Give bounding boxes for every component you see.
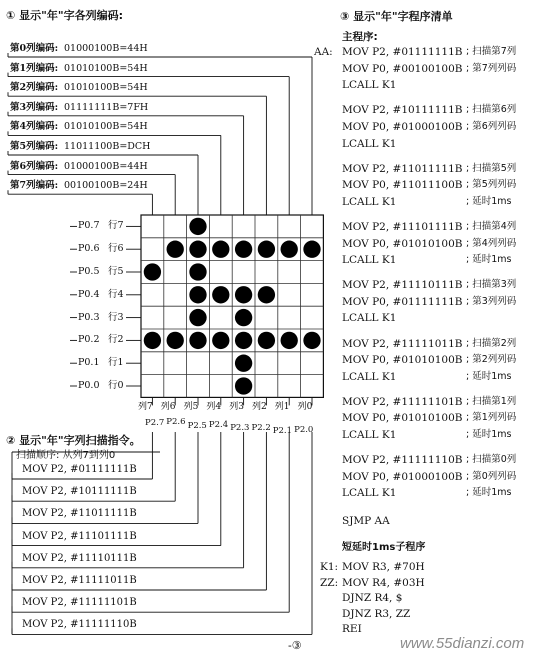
led-dot [167, 332, 184, 349]
program-line: MOV P0, #11011100B [342, 179, 463, 192]
column-label: 列1 [274, 402, 290, 412]
main-program-title: 主程序: [342, 31, 378, 43]
led-dot [303, 241, 320, 258]
program-comment: ; 延时1ms [466, 487, 512, 499]
column-code-label: 第4列编码: [10, 121, 59, 133]
program-line: MOV P0, #01111111B [342, 295, 463, 308]
program-line: MOV P2, #10111111B [342, 104, 463, 117]
scan-instruction: MOV P2, #01111111B [22, 464, 137, 475]
subroutine-line: DJNZ R4, $ [342, 592, 403, 604]
program-line: MOV P2, #11111110B [342, 454, 463, 467]
subroutine-line: MOV R4, #03H [342, 576, 425, 589]
program-line: MOV P0, #01010100B [342, 354, 463, 367]
subroutine-line: REI [342, 623, 362, 635]
section1-title: ① 显示"年"字各列编码: [6, 9, 124, 22]
row-label: 行6 [108, 243, 124, 255]
subroutine-label: K1: [320, 561, 339, 573]
program-line: MOV P2, #11110111B [342, 279, 463, 292]
subroutine-line: DJNZ R3, ZZ [342, 607, 411, 620]
led-dot [144, 332, 161, 349]
row-label: 行5 [108, 266, 124, 277]
led-dot [235, 377, 252, 394]
program-comment: ; 第6列列码 [466, 120, 517, 132]
program-line: MOV P2, #11111011B [342, 337, 463, 350]
column-code-label: 第7列编码: [10, 180, 59, 192]
row-port-label: P0.1 [78, 357, 100, 369]
program-line: MOV P0, #01000100B [342, 470, 463, 483]
led-dot [189, 218, 206, 235]
section2-subtitle: 扫描顺序: 从列7到列0 [16, 450, 116, 461]
program-comment: ; 扫描第3列 [466, 279, 517, 291]
program-comment: ; 延时1ms [466, 370, 512, 382]
program-comment: ; 第7列列码 [466, 62, 517, 74]
p2-pin-label: P2.7 [145, 418, 165, 428]
program-comment: ; 第5列列码 [466, 179, 517, 191]
column-label: 列6 [160, 402, 176, 412]
column-code-label: 第1列编码: [10, 62, 59, 74]
led-dot [258, 286, 275, 303]
column-code-label: 第6列编码: [10, 160, 59, 172]
program-line: MOV P0, #01000100B [342, 120, 463, 133]
led-dot [258, 241, 275, 258]
column-code-value: 01010100B=54H [64, 82, 148, 94]
row-port-label: P0.3 [78, 311, 100, 323]
led-dot [189, 286, 206, 303]
program-comment: ; 第0列列码 [466, 470, 517, 482]
led-dot [212, 332, 229, 349]
column-label: 列5 [183, 402, 199, 412]
led-dot [281, 241, 298, 258]
row-label: 行1 [108, 357, 124, 369]
program-comment: ; 第1列列码 [466, 412, 517, 424]
section2-title: ② 显示"年"字列扫描指令。 [6, 434, 141, 447]
led-dot [189, 332, 206, 349]
program-line: LCALL K1 [342, 370, 397, 383]
led-dot [212, 241, 229, 258]
program-line: LCALL K1 [342, 429, 397, 441]
program-line: MOV P2, #01111111B [342, 46, 463, 58]
column-code-label: 第2列编码: [10, 82, 59, 94]
led-dot [235, 286, 252, 303]
row-label: 行0 [108, 380, 124, 391]
row-port-label: P0.0 [78, 380, 100, 391]
subroutine-label: ZZ: [320, 576, 339, 589]
column-code-value: 01000100B=44H [64, 160, 148, 172]
p2-pin-label: P2.4 [208, 419, 229, 430]
program-comment: ; 扫描第4列 [466, 220, 517, 232]
column-code-label: 第3列编码: [10, 101, 59, 113]
program-line: LCALL K1 [342, 487, 397, 500]
p2-pin-label: P2.1 [272, 425, 293, 436]
p2-pin-label: P2.2 [251, 422, 271, 433]
program-line: MOV P2, #11101111B [342, 220, 463, 233]
program-comment: ; 第2列列码 [466, 354, 517, 366]
column-label: 列7 [138, 402, 153, 412]
led-dot [189, 241, 206, 258]
led-dot [167, 241, 184, 258]
subroutine-title: 短延时1ms子程序 [342, 542, 426, 553]
column-code-label: 第0列编码: [10, 43, 59, 54]
program-comment: ; 延时1ms [466, 254, 512, 266]
subroutine-line: MOV R3, #70H [342, 561, 425, 573]
row-port-label: P0.7 [78, 220, 100, 232]
program-comment: ; 扫描第1列 [466, 395, 517, 407]
scan-instruction: MOV P2, #11111110B [22, 619, 137, 631]
scan-instruction: MOV P2, #11011111B [22, 508, 137, 520]
led-dot [144, 263, 161, 280]
column-code-value: 01010100B=54H [64, 62, 148, 74]
program-line: LCALL K1 [342, 79, 397, 92]
led-dot [212, 286, 229, 303]
led-dot [189, 309, 206, 326]
program-comment: ; 扫描第5列 [466, 162, 517, 174]
program-line: LCALL K1 [342, 137, 397, 150]
row-label: 行3 [108, 311, 124, 323]
entry-label: AA: [314, 46, 333, 58]
watermark: www.55dianzi.com [400, 635, 525, 652]
led-dot [303, 332, 320, 349]
scan-instruction: MOV P2, #11111011B [22, 575, 137, 586]
column-code-value: 11011100B=DCH [64, 141, 151, 152]
row-label: 行4 [108, 288, 124, 300]
program-line: MOV P2, #11111101B [342, 395, 463, 408]
program-comment: ; 扫描第6列 [466, 104, 517, 116]
column-code-label: 第5列编码: [10, 141, 59, 152]
scan-instruction: MOV P2, #10111111B [22, 486, 137, 498]
led-dot [189, 263, 206, 280]
led-dot [235, 241, 252, 258]
column-code-value: 01010100B=54H [64, 121, 148, 133]
p2-pin-label: P2.3 [230, 423, 250, 434]
scan-instruction: MOV P2, #11111101B [22, 597, 137, 609]
p2-pin-label: P2.6 [166, 417, 186, 428]
program-comment: ; 延时1ms [466, 429, 512, 440]
led-dot [281, 332, 298, 349]
program-line: LCALL K1 [342, 254, 397, 267]
program-line: MOV P0, #00100100B [342, 62, 463, 75]
row-port-label: P0.4 [78, 288, 100, 300]
program-comment: ; 扫描第7列 [466, 46, 517, 57]
column-label: 列2 [252, 402, 267, 412]
program-comment: ; 扫描第0列 [466, 454, 517, 466]
scan-instruction: MOV P2, #11101111B [22, 530, 137, 542]
program-line: LCALL K1 [342, 195, 397, 208]
column-code-value: 00100100B=24H [64, 180, 148, 192]
column-label: 列4 [206, 402, 222, 412]
sjmp-line: SJMP AA [342, 515, 390, 527]
p2-pin-label: P2.0 [294, 425, 314, 436]
page-number: -③ [288, 639, 302, 652]
column-code-value: 01111111B=7FH [64, 101, 149, 113]
column-label: 列0 [297, 402, 313, 412]
column-code-value: 01000100B=44H [64, 43, 148, 54]
row-port-label: P0.5 [78, 266, 100, 277]
led-dot [235, 355, 252, 372]
led-dot [235, 309, 252, 326]
row-port-label: P0.2 [78, 334, 100, 346]
p2-pin-label: P2.5 [187, 420, 207, 431]
column-label: 列3 [229, 402, 244, 412]
row-label: 行7 [108, 220, 124, 232]
program-comment: ; 延时1ms [466, 195, 512, 207]
program-line: MOV P0, #01010100B [342, 237, 463, 250]
program-line: MOV P2, #11011111B [342, 162, 463, 175]
program-comment: ; 扫描第2列 [466, 337, 517, 349]
led-dot [235, 332, 252, 349]
scan-instruction: MOV P2, #11110111B [22, 552, 137, 564]
program-comment: ; 第4列列码 [466, 237, 517, 249]
program-line: MOV P0, #01010100B [342, 412, 463, 425]
led-dot [258, 332, 275, 349]
program-comment: ; 第3列列码 [466, 295, 517, 307]
row-port-label: P0.6 [78, 243, 100, 255]
program-line: LCALL K1 [342, 312, 397, 325]
section3-title: ③ 显示"年"字程序清单 [340, 10, 453, 23]
row-label: 行2 [108, 334, 124, 346]
